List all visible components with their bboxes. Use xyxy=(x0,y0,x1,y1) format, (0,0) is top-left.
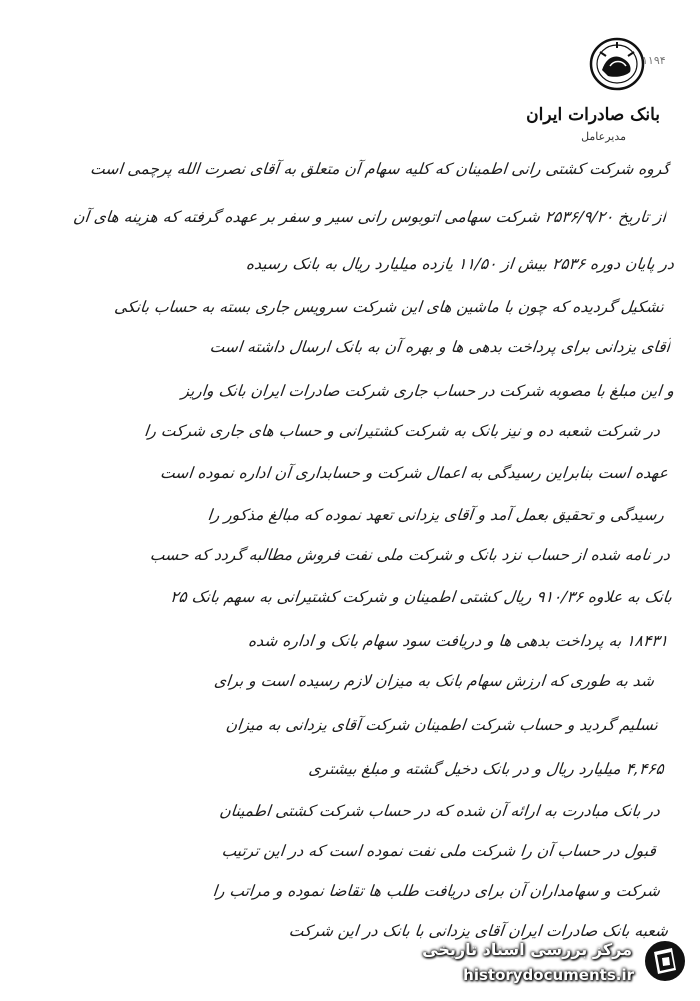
watermark-title: مرکز بررسی اسناد تاریخی xyxy=(422,940,632,959)
letter-line: در شرکت شعبه ده و نیز بانک به شرکت کشتیرانی و حساب های جاری شرکت را xyxy=(143,422,661,440)
bank-subtitle: مدیرعامل xyxy=(581,130,626,143)
bank-seal-icon xyxy=(588,36,646,92)
letter-line: تسلیم گردید و حساب شرکت اطمینان شرکت آقای یزدانی به میزان xyxy=(224,716,659,734)
letter-line: ۴,۴۶۵ میلیارد ریال و در بانک دخیل گشته و مبلغ بیشتری xyxy=(307,760,665,778)
letter-line: از تاریخ ۲۵۳۶/۹/۲۰ شرکت سهامی اتوبوس رانی سیر و سفر بر عهده گرفته که هزینه های آن xyxy=(72,208,667,226)
seal-number: ۱۱۹۴ xyxy=(642,54,666,67)
letter-line: گروه شرکت کشتی رانی اطمینان که کلیه سهام آن متعلق به آقای نصرت الله پرچمی است xyxy=(89,160,671,178)
letterhead xyxy=(420,104,660,144)
archive-logo-icon xyxy=(642,938,688,984)
archive-watermark xyxy=(418,936,688,996)
letter-line: آقای یزدانی برای پرداخت بدهی ها و بهره آن به بانک ارسال داشته است xyxy=(208,338,671,356)
letter-line: شد به طوری که ارزش سهام بانک به میزان لازم رسیده است و برای xyxy=(213,672,655,690)
letter-line: شرکت و سهامداران آن برای دریافت طلب ها تقاضا نموده و مراتب را xyxy=(211,882,661,900)
letter-line: رسیدگی و تحقیق بعمل آمد و آقای یزدانی تعهد نموده که مبالغ مذکور را xyxy=(206,506,665,524)
letter-line: در پایان دوره ۲۵۳۶ بیش از ۱۱/۵۰ یازده میلیارد ریال به بانک رسیده xyxy=(245,255,675,273)
letter-line: و این مبلغ با مصوبه شرکت در حساب جاری شرکت صادرات ایران بانک واریز xyxy=(180,382,675,400)
letter-line: در نامه شده از حساب نزد بانک و شرکت ملی نفت فروش مطالبه گردد که حسب xyxy=(149,546,671,564)
letter-line: ۱۸۴۳۱ به پرداخت بدهی ها و دریافت سود سهام بانک و اداره شده xyxy=(247,632,669,650)
letter-line: در بانک مبادرت به ارائه آن شده که در حساب شرکت کشتی اطمینان xyxy=(218,802,661,820)
handwritten-letter-body xyxy=(48,158,674,948)
letter-line: شعبه بانک صادرات ایران آقای یزدانی با بانک در این شرکت xyxy=(287,922,669,940)
letter-line: قبول در حساب آن را شرکت ملی نفت نموده است که در این ترتیب xyxy=(220,842,657,860)
letter-line: تشکیل گردیده که چون با ماشین های این شرکت سرویس جاری بسته به حساب بانکی xyxy=(113,298,665,316)
letter-line: بانک به علاوه ۹۱۰/۳۶ ریال کشتی اطمینان و شرکت کشتیرانی به سهم بانک ۲۵ xyxy=(169,588,673,606)
bank-name: بانک صادرات ایران xyxy=(526,105,660,125)
letter-line: عهده است بنابراین رسیدگی به اعمال شرکت و حسابداری آن اداره نموده است xyxy=(159,464,669,482)
watermark-url[interactable]: historydocuments.ir xyxy=(463,966,634,984)
